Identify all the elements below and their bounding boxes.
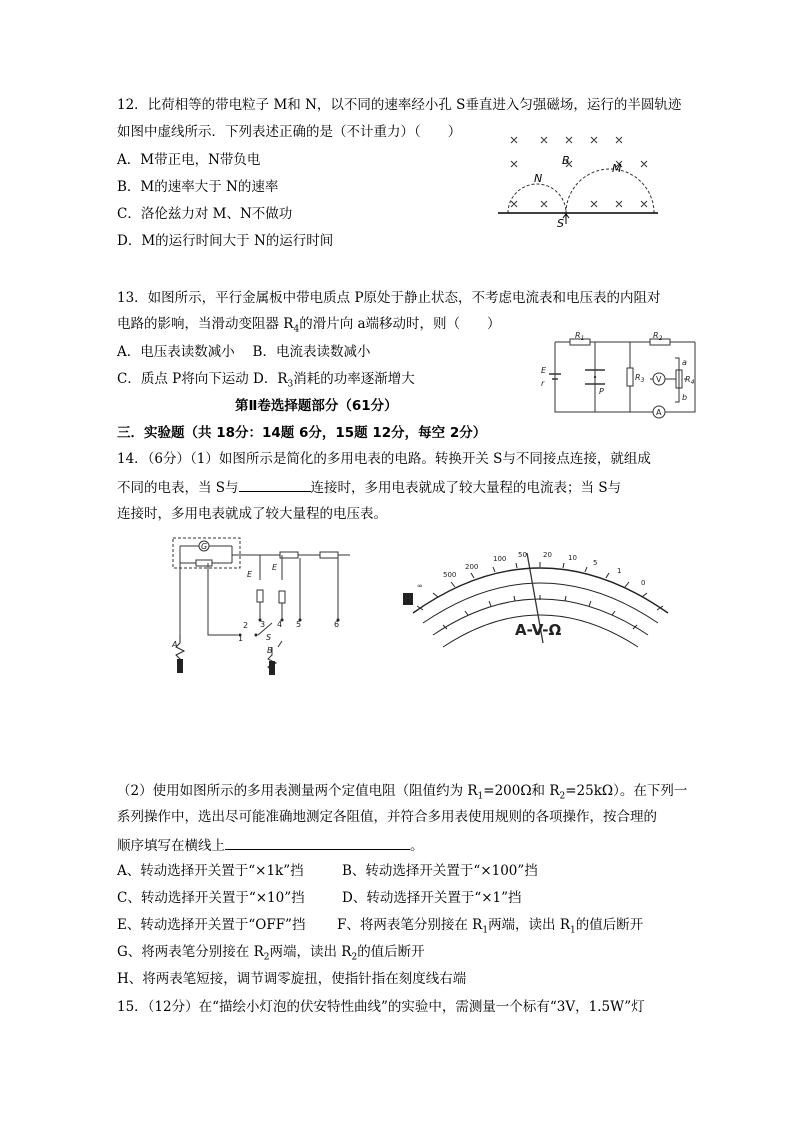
svg-text:∞: ∞ <box>417 582 423 590</box>
q14-stem-line1: 14．（6分）（1）如图所示是简化的多用电表的电路。转换开关 S与不同接点连接，就组成 <box>117 451 651 467</box>
contact-3: 3 <box>260 620 266 629</box>
q12-option-b: B．M的速率大于 N的速率 <box>117 179 279 195</box>
q14b-stem-line1: （2）使用如图所示的多用表测量两个定值电阻（阻值约为 $R_1=200\Omega$和 $R_2=25k\Omega$）。在下列一 <box>117 783 688 802</box>
contact-1: 1 <box>238 634 244 643</box>
q12-option-c: C．洛伦兹力对 M、N不做功 <box>117 206 293 222</box>
svg-text:200: 200 <box>465 563 479 571</box>
q12-option-d: D．M的运行时间大于 N的运行时间 <box>117 233 334 249</box>
contact-4: 4 <box>277 620 283 629</box>
q14-stem-line3: 连接时，多用电表就成了较大量程的电压表。 <box>117 506 387 522</box>
label-r3: $R_3$ <box>635 373 645 384</box>
n-trajectory <box>508 184 566 213</box>
q14-stem-line2: 不同的电表，当 S与 连接时，多用电表就成了较大量程的电流表；当 S与 <box>117 477 621 497</box>
probe-b-label: B <box>267 646 273 655</box>
answer-blank-1[interactable] <box>239 477 311 492</box>
q12-stem-line2: 如图中虚线所示．下列表述正确的是（不计重力）（ ） <box>117 124 462 140</box>
label-n: N <box>534 172 543 185</box>
svg-text:50: 50 <box>518 551 527 559</box>
label-b: B <box>562 154 570 167</box>
svg-text:20: 20 <box>543 551 552 559</box>
q14b-option-e: E、转动选择开关置于“OFF”挡 <box>117 917 306 933</box>
q14b-option-c: C、转动选择开关置于“×10”挡 <box>117 890 305 906</box>
contact-6: 6 <box>334 620 340 629</box>
svg-text:10: 10 <box>568 554 577 562</box>
q13-options-cd <box>117 370 415 394</box>
section2-heading: 第Ⅱ卷选择题部分（61分） <box>235 398 398 414</box>
label-m: M <box>612 162 622 175</box>
label-r4: $R_4$ <box>685 375 695 386</box>
q12-option-a: A．M带正电，N带负电 <box>117 152 261 168</box>
voltmeter-label: V <box>656 375 662 384</box>
switch-s-label: S <box>266 633 272 642</box>
q13-circuit-figure <box>535 331 710 426</box>
label-p: P <box>599 387 604 396</box>
label-r: r <box>541 379 545 388</box>
q14b-option-h: H、将两表笔短接，调节调零旋扭，使指针指在刻度线右端 <box>117 971 467 987</box>
q14b-stem-line3: 顺序填写在横线上 。 <box>117 835 424 855</box>
q13-option-c: C．质点 P将向下运动 <box>117 371 249 387</box>
q14b-option-a: A、转动选择开关置于“×1k”挡 <box>117 863 304 879</box>
section3-heading: 三．实验题（共 18分：14题 6分，15题 12分，每空 2分） <box>117 425 487 441</box>
q14b-option-b: B、转动选择开关置于“×100”挡 <box>342 863 538 879</box>
battery-e2-label: E <box>272 563 278 572</box>
q13-stem-line2: 电路的影响，当滑动变阻器 $R_4$的滑片向 a端移动时，则（ ） <box>117 316 501 335</box>
q14b-stem-line2: 系列操作中，选出尽可能准确地测定各阻值，并符合多用表使用规则的各项操作，按合理的 <box>117 809 657 825</box>
q14b-option-d: D、转动选择开关置于“×1”挡 <box>342 890 522 906</box>
svg-text:100: 100 <box>493 555 507 563</box>
ammeter-label: A <box>656 408 662 417</box>
label-b: b <box>682 393 688 402</box>
q14-multimeter-dial-figure <box>403 543 678 658</box>
q12-stem-line1: 12．比荷相等的带电粒子 M和 N，以不同的速率经小孔 S垂直进入匀强磁场，运行的半圆轨迹 <box>117 97 682 113</box>
svg-text:0: 0 <box>641 579 646 587</box>
q13-option-d: D．$R_3$消耗的功率逐渐增大 <box>253 371 415 390</box>
svg-text:5: 5 <box>593 559 598 567</box>
contact-2: 2 <box>243 621 249 630</box>
answer-blank-2[interactable] <box>225 835 410 850</box>
q13-stem-line1: 13．如图所示，平行金属板中带电质点 P原处于静止状态，不考虑电流表和电压表的内阻对 <box>117 290 661 306</box>
q14-multimeter-circuit-figure <box>160 535 360 675</box>
q15-stem-line1: 15．（12分）在“描绘小灯泡的伏安特性曲线”的实验中，需测量一个标有“3V，1.5W”灯 <box>117 999 645 1015</box>
contact-5: 5 <box>296 620 302 629</box>
svg-text:500: 500 <box>443 571 457 579</box>
q14b-option-f: F、将两表笔分别接在 $R_1$两端，读出 $R_1$的值后断开 <box>337 917 644 936</box>
svg-text:1: 1 <box>617 567 622 575</box>
label-s: S <box>557 217 564 230</box>
probe-a-label: A <box>172 640 178 649</box>
label-r2: $R_2$ <box>653 331 663 342</box>
galvanometer-label: G <box>201 542 208 551</box>
m-trajectory <box>566 169 654 213</box>
q13-options-ab: A．电压表读数减小 B．电流表读数减小 <box>117 344 371 360</box>
label-r1: $R_1$ <box>575 331 585 342</box>
battery-e1-label: E <box>247 570 253 579</box>
dial-label: A-V-Ω <box>515 621 562 639</box>
q12-magnetic-field-figure <box>490 128 660 236</box>
label-e: E <box>541 366 547 375</box>
label-a: a <box>682 358 687 367</box>
q14b-option-g: G、将两表笔分别接在 $R_2$两端，读出 $R_2$的值后断开 <box>117 944 425 963</box>
